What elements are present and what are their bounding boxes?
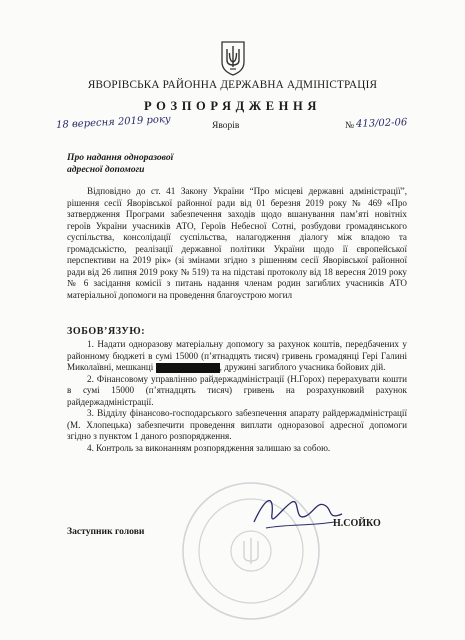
order-heading: ЗОБОВ’ЯЗУЮ: [67,326,146,337]
handwritten-number: 413/02-06 [355,117,408,130]
order-item-4: 4. Контроль за виконанням розпорядження залишаю за собою. [87,442,331,453]
order-item-1 [67,339,407,374]
subject-line-2: адресної допомоги [67,164,145,175]
coat-of-arms-icon [220,40,246,76]
subject-line-1: Про надання одноразової [67,152,174,163]
intro-paragraph [67,186,407,301]
subject-block [67,152,173,176]
order-items [67,339,407,454]
number-sign: № [345,121,355,131]
agency-name: ЯВОРІВСЬКА РАЙОННА ДЕРЖАВНА АДМІНІСТРАЦІЯ [87,79,378,91]
order-item-2: 2. Фінансовому управлінню райдержадміністрації (Н.Горох) перерахувати кошти в сумі 15000 (п’ятнадцять тисяч) гривень на розрахунковий рахунок райдержадміністрації. [67,373,407,407]
intro-text: Відповідно до ст. 41 Закону України “Про місцеві державні адміністрації”, рішення сесії Яворівської районної ради від 01 березня 2019 року № 469 «Про затвердження Програми забезпечення заходів щодо вшанування пам’яті новітніх героїв України учасників АТО, Героїв Небесної Сотні, розбудови громадянського суспільства, консолідації суспільства, налагодження діалогу між владою та громадськістю, реалізації державної політики України щодо її європейської перспективи на 2019 рік» (зі змінами згідно з рішенням сесії Яворівської районної ради від 26 липня 2019 року № 519) та на підставі протоколу від 18 вересня 2019 року № 6 засідання комісії з питань надання членам родин загиблих учасників АТО матеріальної допомоги на проведення благоустрою могил [67,186,407,300]
document-type: РОЗПОРЯДЖЕННЯ [144,99,321,113]
order-item-1-text: 1. Надати одноразову матеріальну допомогу за рахунок коштів, передбачених у районному бюджеті в сумі 15000 (п’ятнадцять тисяч) гривень громадянці Гері Галині Миколаївні, мешканці [67,339,407,372]
order-item-3: 3. Відділу фінансово-господарського забезпечення апарату райдержадміністрації (М. Хлопецька) забезпечити проведення виплати одноразової адресної допомоги згідно з пунктом 1 даного розпорядження. [67,408,407,441]
handwritten-date: 18 вересня 2019 року [55,114,171,131]
signatory-title: Заступник голови [67,526,145,537]
order-item-1-tail: , дружині загиблого учасника бойових дій. [219,362,386,372]
place-name: Яворів [212,121,240,131]
signatory-name: Н.СОЙКО [333,518,381,529]
redacted-address [156,363,220,373]
